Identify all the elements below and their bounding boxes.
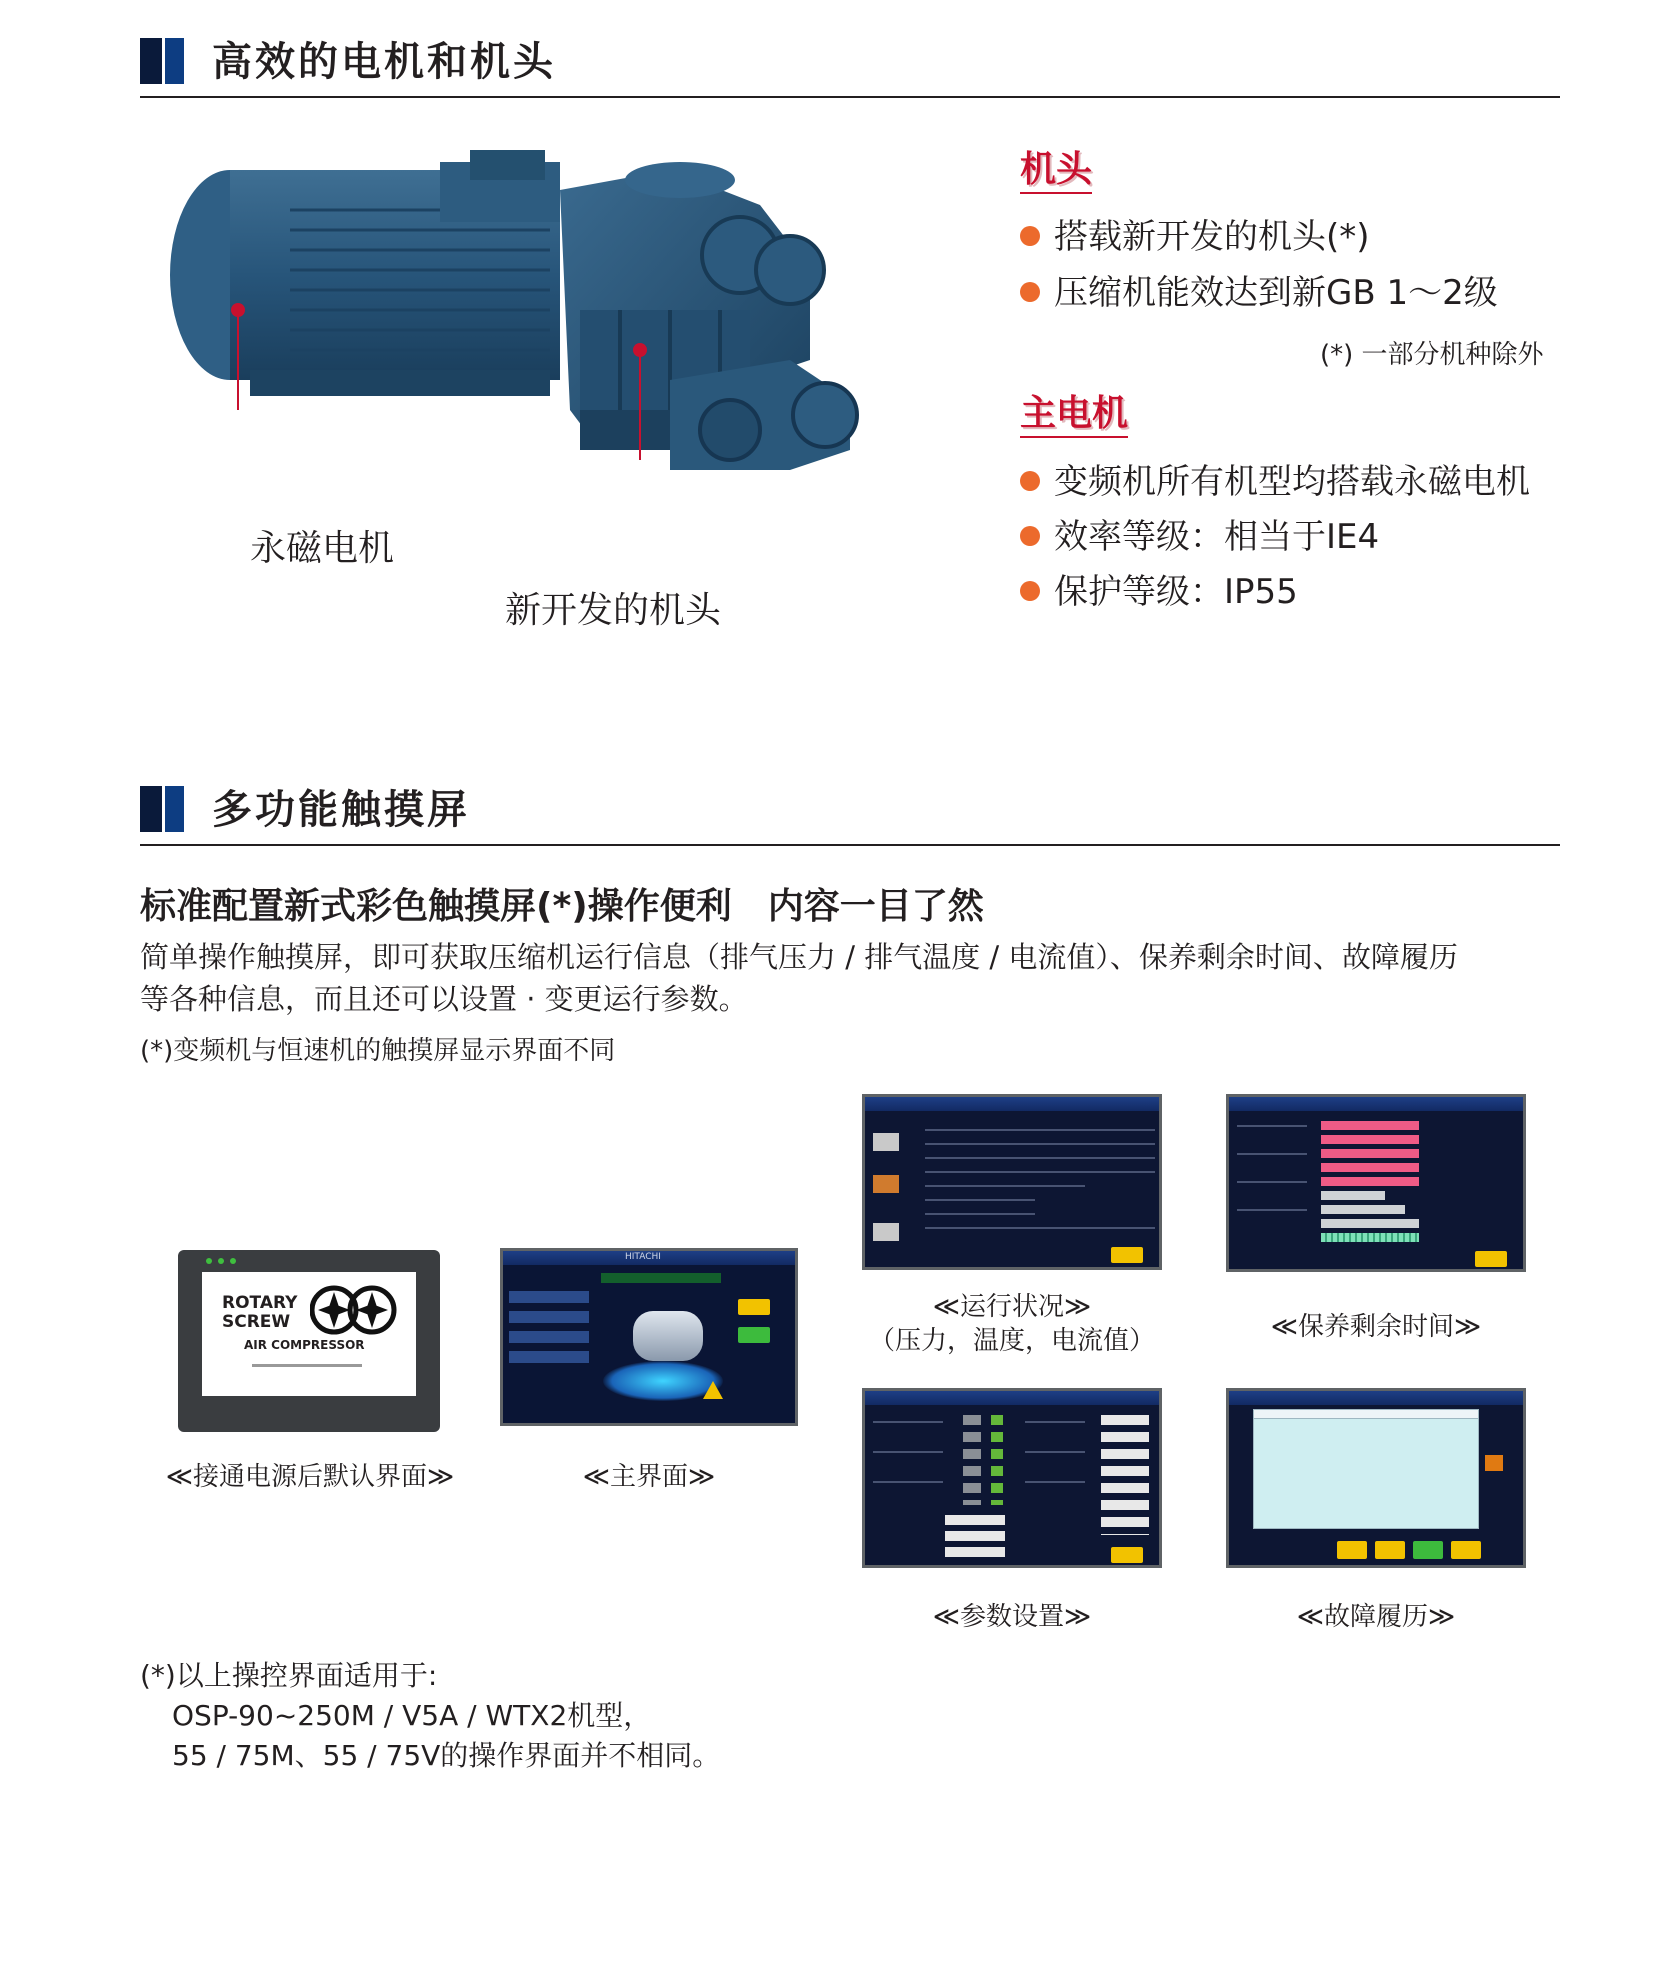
airend-body	[560, 162, 857, 470]
airend-bullet-1: 搭载新开发的机头(*)	[1020, 215, 1370, 259]
section-marker-icon	[140, 38, 184, 84]
caption-maintenance: ≪保养剩余时间≫	[1270, 1312, 1482, 1342]
airend-note: (*) 一部分机种除外	[1320, 340, 1544, 370]
fault-list	[1253, 1409, 1479, 1529]
section-header-motor	[140, 34, 1560, 98]
section-header-touchscreen	[140, 782, 1560, 846]
section-title: 高效的电机和机头	[212, 39, 556, 85]
caption-boot: ≪接通电源后默认界面≫	[165, 1462, 455, 1492]
screen-maintenance	[1226, 1094, 1526, 1272]
caption-status: ≪运行状况≫ （压力，温度，电流值）	[868, 1292, 1155, 1356]
screen-params	[862, 1388, 1162, 1568]
section-title: 多功能触摸屏	[212, 787, 470, 833]
screen-boot	[178, 1250, 440, 1432]
section2-body: 简单操作触摸屏，即可获取压缩机运行信息（排气压力 / 排气温度 / 电流值）、保养剩余时间、故障履历 等各种信息，而且还可以设置 · 变更运行参数。	[140, 940, 1458, 1016]
caption-faults: ≪故障履历≫	[1296, 1602, 1456, 1632]
heading-main-motor: 主电机	[1020, 392, 1128, 438]
rotor-logo-icon	[310, 1284, 398, 1336]
motor-body	[170, 150, 560, 396]
caption-main: ≪主界面≫	[582, 1462, 716, 1492]
bullet-dot-icon	[1020, 526, 1040, 546]
warning-icon	[703, 1381, 723, 1399]
section2-subtitle: 标准配置新式彩色触摸屏(*)操作便利 内容一目了然	[140, 886, 984, 927]
footnote: (*)以上操控界面适用于: OSP-90~250M / V5A / WTX2机型， 55 / 75M、55 / 75V的操作界面并不相同。	[140, 1659, 721, 1772]
boot-logo-panel	[202, 1272, 416, 1396]
callout-motor: 永磁电机	[250, 528, 395, 569]
screen-status	[862, 1094, 1162, 1270]
screen-main	[500, 1248, 798, 1426]
bullet-dot-icon	[1020, 226, 1040, 246]
bullet-dot-icon	[1020, 282, 1040, 302]
bullet-dot-icon	[1020, 471, 1040, 491]
section-marker-icon	[140, 786, 184, 832]
airend-bullet-2: 压缩机能效达到新GB 1～2级	[1020, 271, 1498, 315]
motor-bullet-2: 效率等级：相当于IE4	[1020, 515, 1379, 559]
section2-note: (*)变频机与恒速机的触摸屏显示界面不同	[140, 1036, 616, 1066]
logo-text: ROTARY SCREW	[222, 1293, 298, 1332]
screen-faults	[1226, 1388, 1526, 1568]
bullet-dot-icon	[1020, 581, 1040, 601]
callout-airend: 新开发的机头	[505, 590, 722, 631]
heading-airend: 机头	[1020, 148, 1092, 194]
motor-bullet-3: 保护等级：IP55	[1020, 570, 1298, 614]
logo-subtext: AIR COMPRESSOR	[244, 1338, 365, 1352]
caption-params: ≪参数设置≫	[932, 1602, 1092, 1632]
brand-label: HITACHI	[625, 1252, 661, 1262]
motor-bullet-1: 变频机所有机型均搭载永磁电机	[1020, 460, 1530, 504]
airend-render	[633, 1311, 703, 1361]
